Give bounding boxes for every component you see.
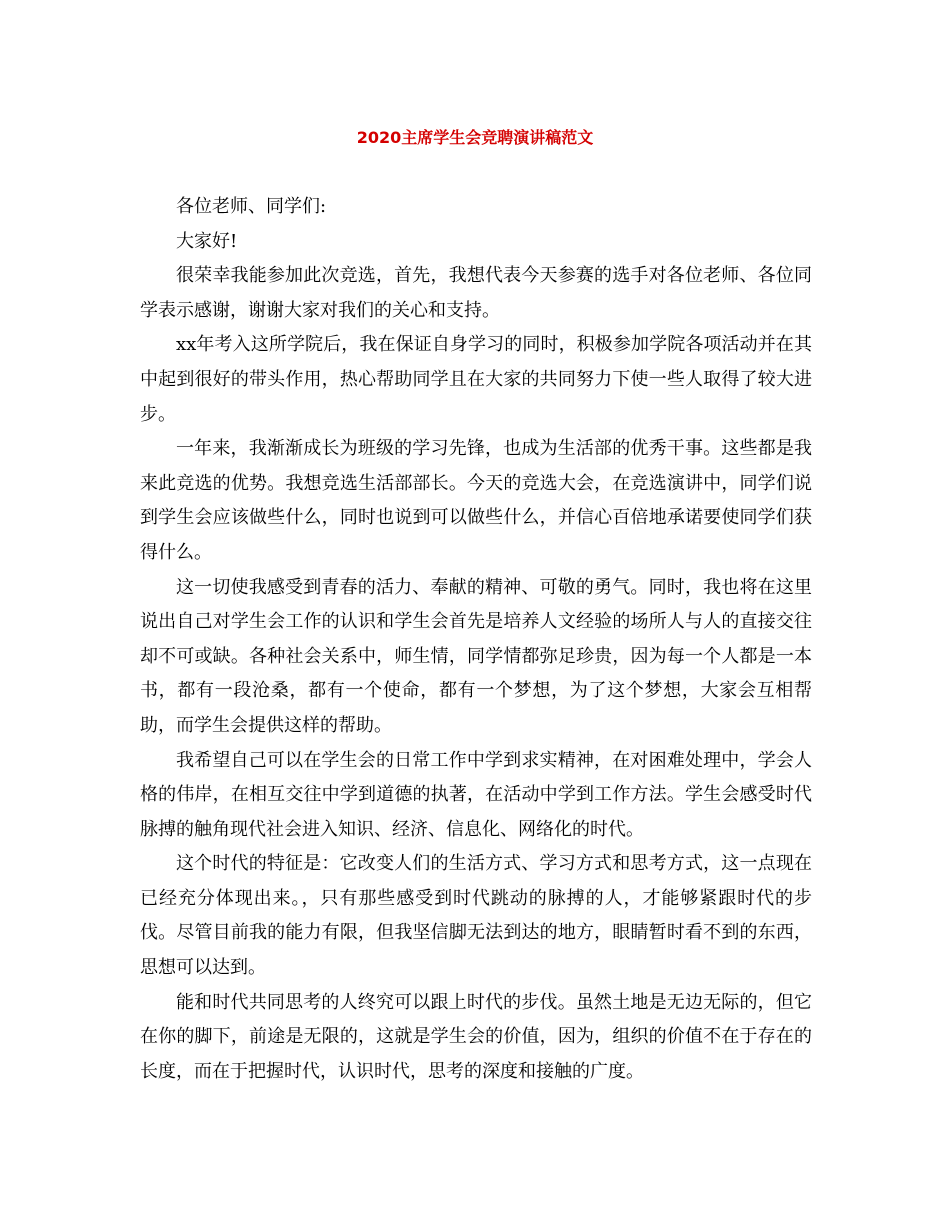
paragraph: 能和时代共同思考的人终究可以跟上时代的步伐。虽然土地是无边无际的，但它在你的脚下，前途是无限的，这就是学生会的价值，因为，组织的价值不在于存在的长度，而在于把握时代，认识时代，思考的深度和接触的广度。 (140, 991, 812, 1082)
paragraph-greeting: 大家好! (176, 230, 238, 252)
paragraph: xx年考入这所学院后，我在保证自身学习的同时，积极参加学院各项活动并在其中起到很好的带头作用，热心帮助同学且在大家的共同努力下使一些人取得了较大进步。 (140, 334, 812, 425)
paragraph: 我希望自己可以在学生会的日常工作中学到求实精神，在对困难处理中，学会人格的伟岸，在相互交往中学到道德的执著，在活动中学到工作方法。学生会感受时代脉搏的触角现代社会进入知识、经济、信息化、网络化的时代。 (140, 749, 812, 840)
paragraph-salutation: 各位老师、同学们: (176, 196, 327, 217)
paragraph: 很荣幸我能参加此次竞选，首先，我想代表今天参赛的选手对各位老师、各位同学表示感谢，谢谢大家对我们的关心和支持。 (140, 265, 812, 321)
paragraph: 这一切使我感受到青春的活力、奉献的精神、可敬的勇气。同时，我也将在这里说出自己对学生会工作的认识和学生会首先是培养人文经验的场所人与人的直接交往却不可或缺。各种社会关系中，师生情，同学情都弥足珍贵，因为每一个人都是一本书，都有一段沧桑，都有一个使命，都有一个梦想，为了这个梦想，大家会互相帮助，而学生会提供这样的帮助。 (140, 576, 812, 736)
document-body (140, 190, 812, 1089)
paragraph: 这个时代的特征是：它改变人们的生活方式、学习方式和思考方式，这一点现在已经充分体现出来。，只有那些感受到时代跳动的脉搏的人，才能够紧跟时代的步伐。尽管目前我的能力有限，但我坚信脚无法到达的地方，眼睛暂时看不到的东西，思想可以达到。 (140, 853, 812, 979)
document-title: 2020主席学生会竞聘演讲稿范文 (356, 128, 594, 147)
paragraph: 一年来，我渐渐成长为班级的学习先锋，也成为生活部的优秀干事。这些都是我来此竞选的优势。我想竞选生活部部长。今天的竞选大会，在竞选演讲中，同学们说到学生会应该做些什么，同时也说到可以做些什么，并信心百倍地承诺要使同学们获得什么。 (140, 438, 812, 563)
